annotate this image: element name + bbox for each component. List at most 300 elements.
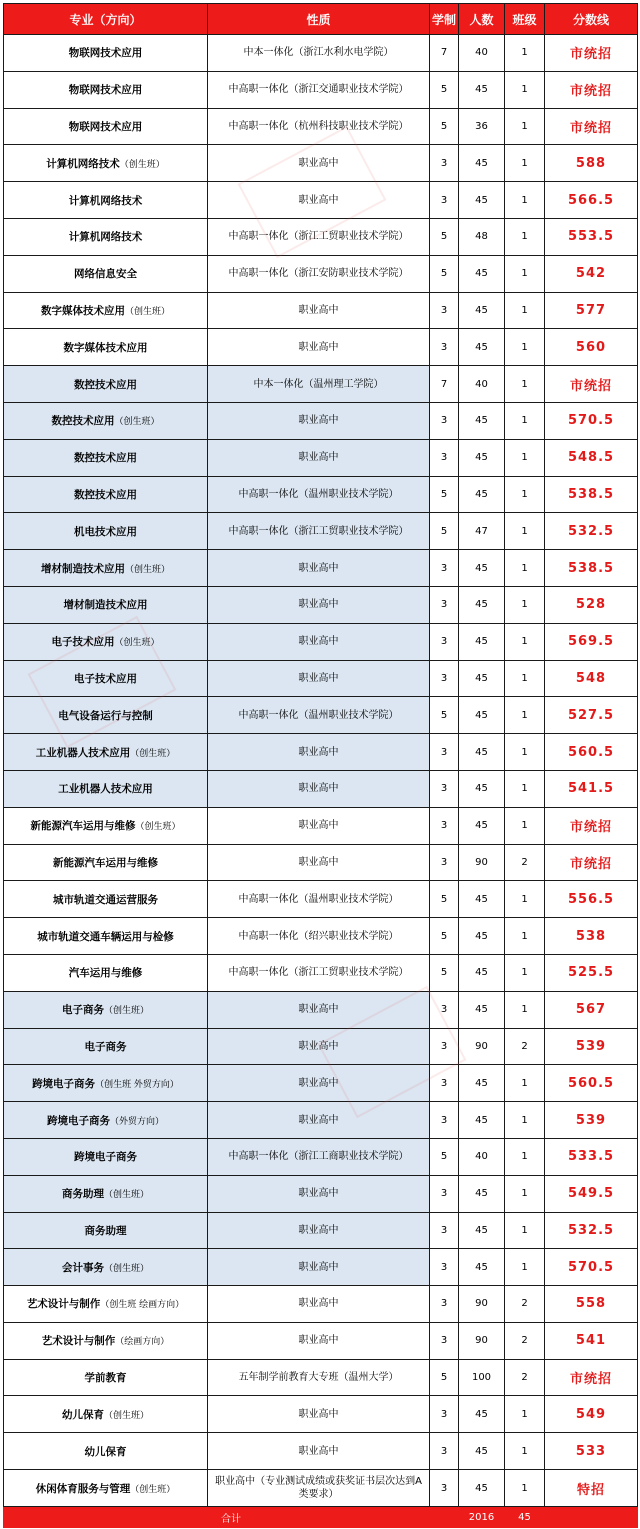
classes-cell: 1 [505,255,545,292]
nature-cell: 职业高中 [208,402,430,439]
major-cell [4,329,208,366]
score-cell: 577 [545,292,638,329]
major-name: 计算机网络技术 [68,194,143,207]
classes-cell: 1 [505,476,545,513]
classes-cell: 1 [505,1175,545,1212]
nature-cell: 职业高中 [208,1028,430,1065]
years-cell: 7 [430,35,459,72]
nature-cell: 职业高中 [208,586,430,623]
table-row [4,366,638,403]
years-cell: 3 [430,1322,459,1359]
table-row [4,660,638,697]
major-name: 电子商务 [61,1004,104,1017]
major-cell [4,770,208,807]
years-cell: 5 [430,697,459,734]
major-name: 会计事务 [61,1261,104,1274]
major-name: 汽车运用与维修 [68,967,143,980]
major-cell [4,660,208,697]
score-cell: 548.5 [545,439,638,476]
nature-cell: 职业高中 [208,329,430,366]
years-cell: 3 [430,734,459,771]
classes-cell: 1 [505,586,545,623]
years-cell: 3 [430,1396,459,1433]
table-row [4,1249,638,1286]
classes-cell: 1 [505,697,545,734]
major-name: 电子技术应用 [51,636,115,649]
score-cell: 560.5 [545,734,638,771]
score-cell: 570.5 [545,1249,638,1286]
major-cell [4,844,208,881]
classes-cell: 1 [505,1470,545,1507]
count-cell: 45 [459,439,505,476]
major-direction: （创生班 外贸方向） [95,1079,179,1090]
score-cell: 560 [545,329,638,366]
count-cell: 45 [459,734,505,771]
count-cell: 40 [459,1138,505,1175]
major-cell [4,366,208,403]
count-cell: 36 [459,108,505,145]
classes-cell: 1 [505,329,545,366]
table-row [4,623,638,660]
table-row [4,586,638,623]
major-cell [4,1433,208,1470]
major-name: 跨境电子商务 [46,1114,110,1127]
major-direction: （创生班） [114,638,160,649]
years-cell: 3 [430,623,459,660]
classes-cell: 1 [505,1433,545,1470]
score-cell: 533 [545,1433,638,1470]
nature-cell: 中高职一体化（浙江工贸职业技术学院） [208,513,430,550]
score-cell: 538.5 [545,476,638,513]
count-cell: 45 [459,1396,505,1433]
score-cell: 538.5 [545,550,638,587]
years-cell: 5 [430,513,459,550]
nature-cell: 职业高中 [208,182,430,219]
major-direction: （创生班） [124,306,170,317]
major-cell [4,476,208,513]
years-cell: 5 [430,1359,459,1396]
count-cell: 45 [459,918,505,955]
years-cell: 3 [430,770,459,807]
count-cell: 45 [459,881,505,918]
years-cell: 3 [430,1286,459,1323]
nature-cell: 中高职一体化（浙江工贸职业技术学院） [208,218,430,255]
table-row [4,402,638,439]
nature-cell: 中高职一体化（温州职业技术学院） [208,476,430,513]
nature-cell: 职业高中 [208,1286,430,1323]
score-cell: 558 [545,1286,638,1323]
major-direction: （创生班） [130,1484,176,1495]
major-cell [4,1286,208,1323]
nature-cell: 职业高中 [208,1396,430,1433]
major-direction: （创生班） [103,1006,149,1017]
table-row [4,881,638,918]
major-cell [4,623,208,660]
classes-cell: 2 [505,1028,545,1065]
table-row [4,1138,638,1175]
score-cell: 533.5 [545,1138,638,1175]
classes-cell: 2 [505,844,545,881]
classes-cell: 1 [505,218,545,255]
years-cell: 3 [430,1175,459,1212]
major-name: 学前教育 [84,1372,127,1385]
classes-cell: 1 [505,1249,545,1286]
nature-cell: 职业高中（专业测试成绩或获奖证书层次达到A类要求） [208,1470,430,1507]
table-row [4,807,638,844]
table-row [4,954,638,991]
score-cell: 539 [545,1028,638,1065]
nature-cell: 职业高中 [208,623,430,660]
count-cell: 45 [459,1212,505,1249]
major-name: 电子商务 [84,1040,127,1053]
count-cell: 45 [459,586,505,623]
major-name: 电子技术应用 [74,672,137,685]
major-name: 城市轨道交通运营服务 [53,893,158,906]
count-cell: 45 [459,807,505,844]
classes-cell: 1 [505,182,545,219]
table-row [4,218,638,255]
count-cell: 90 [459,844,505,881]
years-cell: 3 [430,1212,459,1249]
major-name: 休闲体育服务与管理 [35,1482,131,1495]
major-cell [4,402,208,439]
table-row [4,1212,638,1249]
major-cell [4,954,208,991]
score-cell: 549.5 [545,1175,638,1212]
classes-cell: 1 [505,108,545,145]
count-cell: 45 [459,182,505,219]
major-name: 幼儿保育 [61,1408,104,1421]
count-cell: 45 [459,1102,505,1139]
total-label: 合计 [4,1507,459,1528]
nature-cell: 职业高中 [208,660,430,697]
nature-cell: 中高职一体化（浙江交通职业技术学院） [208,71,430,108]
years-cell: 3 [430,844,459,881]
header-major: 专业（方向） [4,4,208,35]
table-row [4,292,638,329]
count-cell: 100 [459,1359,505,1396]
major-name: 艺术设计与制作 [26,1298,101,1311]
nature-cell: 中本一体化（温州理工学院） [208,366,430,403]
nature-cell: 中本一体化（浙江水利水电学院） [208,35,430,72]
major-cell [4,1065,208,1102]
classes-cell: 1 [505,991,545,1028]
classes-cell: 2 [505,1359,545,1396]
major-direction: （外贸方向） [109,1116,164,1127]
classes-cell: 1 [505,292,545,329]
classes-cell: 1 [505,807,545,844]
table-row [4,1102,638,1139]
classes-cell: 1 [505,770,545,807]
major-name: 数控技术应用 [74,488,137,501]
table-header-row [4,4,638,35]
major-direction: （创生班） [130,748,176,759]
nature-cell: 中高职一体化（绍兴职业技术学院） [208,918,430,955]
nature-cell: 中高职一体化（温州职业技术学院） [208,881,430,918]
nature-cell: 中高职一体化（浙江安防职业技术学院） [208,255,430,292]
major-cell [4,734,208,771]
count-cell: 45 [459,550,505,587]
major-cell [4,292,208,329]
major-cell [4,108,208,145]
major-cell [4,35,208,72]
years-cell: 3 [430,660,459,697]
major-name: 工业机器人技术应用 [35,746,131,759]
years-cell: 3 [430,1065,459,1102]
major-cell [4,513,208,550]
table-row [4,1322,638,1359]
years-cell: 3 [430,439,459,476]
years-cell: 5 [430,218,459,255]
classes-cell: 1 [505,550,545,587]
major-name: 跨境电子商务 [74,1151,137,1164]
score-cell: 560.5 [545,1065,638,1102]
score-cell: 特招 [545,1470,638,1507]
classes-cell: 1 [505,1102,545,1139]
score-cell: 市统招 [545,108,638,145]
score-cell: 538 [545,918,638,955]
years-cell: 5 [430,918,459,955]
table-row [4,550,638,587]
header-years: 学制 [430,4,459,35]
major-name: 商务助理 [61,1188,104,1201]
table-row [4,844,638,881]
count-cell: 45 [459,660,505,697]
major-cell [4,918,208,955]
classes-cell: 1 [505,881,545,918]
classes-cell: 1 [505,1138,545,1175]
count-cell: 45 [459,770,505,807]
count-cell: 45 [459,1065,505,1102]
score-cell: 市统招 [545,71,638,108]
count-cell: 47 [459,513,505,550]
count-cell: 48 [459,218,505,255]
score-cell: 528 [545,586,638,623]
major-name: 机电技术应用 [74,525,137,538]
table-row [4,145,638,182]
score-cell: 542 [545,255,638,292]
major-cell [4,145,208,182]
count-cell: 40 [459,35,505,72]
table-row [4,513,638,550]
major-cell [4,182,208,219]
table-row [4,1433,638,1470]
score-cell: 553.5 [545,218,638,255]
nature-cell: 职业高中 [208,292,430,329]
score-cell: 588 [545,145,638,182]
major-cell [4,1359,208,1396]
count-cell: 45 [459,697,505,734]
classes-cell: 1 [505,366,545,403]
major-name: 跨境电子商务 [32,1077,96,1090]
score-cell: 569.5 [545,623,638,660]
major-cell [4,1322,208,1359]
major-direction: （创生班） [119,159,165,170]
count-cell: 45 [459,1249,505,1286]
major-name: 网络信息安全 [74,268,137,281]
count-cell: 90 [459,1286,505,1323]
table-row [4,918,638,955]
major-cell [4,1138,208,1175]
major-direction: （创生班） [103,1190,149,1201]
classes-cell: 1 [505,918,545,955]
years-cell: 3 [430,1102,459,1139]
major-name: 数字媒体技术应用 [40,304,125,317]
years-cell: 5 [430,881,459,918]
major-cell [4,255,208,292]
major-cell [4,1212,208,1249]
major-cell [4,439,208,476]
nature-cell: 职业高中 [208,807,430,844]
table-row [4,35,638,72]
major-name: 幼儿保育 [84,1445,127,1458]
count-cell: 45 [459,329,505,366]
count-cell: 90 [459,1322,505,1359]
score-cell: 525.5 [545,954,638,991]
score-cell: 527.5 [545,697,638,734]
major-name: 城市轨道交通车辆运用与检修 [37,930,174,943]
major-name: 数控技术应用 [74,452,137,465]
years-cell: 3 [430,145,459,182]
count-cell: 45 [459,402,505,439]
score-cell: 570.5 [545,402,638,439]
table-row [4,1396,638,1433]
score-cell: 548 [545,660,638,697]
major-name: 计算机网络技术 [46,157,120,170]
years-cell: 3 [430,1249,459,1286]
years-cell: 5 [430,476,459,513]
nature-cell: 职业高中 [208,145,430,182]
years-cell: 3 [430,402,459,439]
score-cell: 市统招 [545,844,638,881]
nature-cell: 职业高中 [208,1322,430,1359]
nature-cell: 职业高中 [208,770,430,807]
major-cell [4,1175,208,1212]
score-cell: 556.5 [545,881,638,918]
count-cell: 45 [459,255,505,292]
table-row [4,476,638,513]
table-row [4,1286,638,1323]
years-cell: 5 [430,954,459,991]
years-cell: 3 [430,807,459,844]
score-cell: 市统招 [545,1359,638,1396]
years-cell: 7 [430,366,459,403]
nature-cell: 职业高中 [208,1175,430,1212]
major-direction: （创生班） [114,417,160,428]
classes-cell: 1 [505,954,545,991]
classes-cell: 2 [505,1322,545,1359]
major-name: 物联网技术应用 [68,84,143,97]
major-cell [4,218,208,255]
major-name: 艺术设计与制作 [41,1335,116,1348]
nature-cell: 职业高中 [208,734,430,771]
table-row [4,770,638,807]
table-row [4,734,638,771]
admission-score-table [3,3,638,1528]
nature-cell: 中高职一体化（杭州科技职业技术学院） [208,108,430,145]
header-count: 人数 [459,4,505,35]
nature-cell: 职业高中 [208,1433,430,1470]
years-cell: 5 [430,1138,459,1175]
count-cell: 45 [459,991,505,1028]
major-name: 物联网技术应用 [68,47,143,60]
table-row [4,1175,638,1212]
major-name: 工业机器人技术应用 [58,783,153,796]
total-classes: 45 [505,1507,545,1528]
classes-cell: 1 [505,1396,545,1433]
nature-cell: 中高职一体化（温州职业技术学院） [208,697,430,734]
table-row [4,991,638,1028]
count-cell: 45 [459,476,505,513]
major-cell [4,807,208,844]
major-cell [4,550,208,587]
table-row [4,182,638,219]
major-cell [4,991,208,1028]
nature-cell: 职业高中 [208,1249,430,1286]
classes-cell: 1 [505,71,545,108]
count-cell: 40 [459,366,505,403]
major-cell [4,71,208,108]
major-direction: （创生班） [103,1263,149,1274]
count-cell: 45 [459,292,505,329]
major-name: 新能源汽车运用与维修 [53,856,158,869]
total-count: 2016 [459,1507,505,1528]
years-cell: 3 [430,1433,459,1470]
header-nature: 性质 [208,4,430,35]
major-cell [4,1028,208,1065]
nature-cell: 职业高中 [208,1212,430,1249]
table-row [4,439,638,476]
classes-cell: 1 [505,402,545,439]
score-cell: 市统招 [545,807,638,844]
score-cell: 532.5 [545,513,638,550]
major-name: 电气设备运行与控制 [58,709,153,722]
years-cell: 3 [430,292,459,329]
major-direction: （创生班） [124,564,170,575]
classes-cell: 1 [505,439,545,476]
count-cell: 45 [459,623,505,660]
count-cell: 90 [459,1028,505,1065]
major-cell [4,1396,208,1433]
score-cell: 566.5 [545,182,638,219]
major-name: 数字媒体技术应用 [63,341,148,354]
classes-cell: 1 [505,145,545,182]
major-name: 数控技术应用 [51,415,115,428]
classes-cell: 1 [505,623,545,660]
years-cell: 3 [430,550,459,587]
major-direction: （创生班） [135,822,181,833]
nature-cell: 职业高中 [208,550,430,587]
years-cell: 5 [430,108,459,145]
header-score: 分数线 [545,4,638,35]
nature-cell: 职业高中 [208,991,430,1028]
table-row [4,71,638,108]
nature-cell: 职业高中 [208,1065,430,1102]
major-name: 物联网技术应用 [68,120,143,133]
table-total-row [4,1507,638,1528]
count-cell: 45 [459,145,505,182]
count-cell: 45 [459,1433,505,1470]
years-cell: 5 [430,255,459,292]
years-cell: 3 [430,1470,459,1507]
classes-cell: 1 [505,734,545,771]
major-cell [4,586,208,623]
score-cell: 市统招 [545,366,638,403]
table-row [4,697,638,734]
table-row [4,1065,638,1102]
years-cell: 3 [430,329,459,366]
years-cell: 3 [430,1028,459,1065]
